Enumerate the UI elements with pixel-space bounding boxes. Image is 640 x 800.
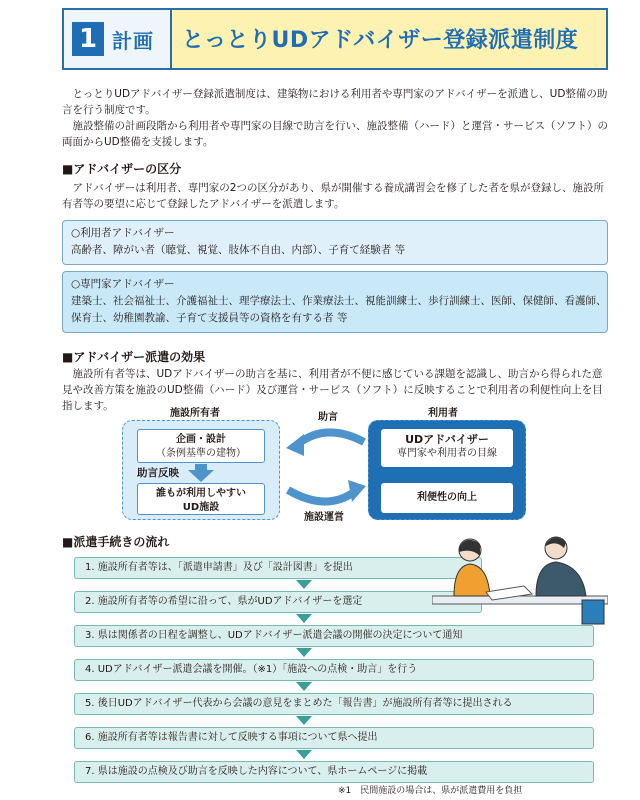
step-arrow-icon <box>296 580 312 589</box>
step-arrow-icon <box>296 648 312 657</box>
flow-heading: ■派遣手続きの流れ <box>62 535 170 549</box>
step-arrow-icon <box>296 614 312 623</box>
user-panel <box>368 420 526 520</box>
result-box-line2: UD施設 <box>182 502 220 513</box>
flow-step-5: 5. 後日UDアドバイザー代表から会議の意見をまとめた「報告書」が施設所有者等に提出される <box>74 693 594 715</box>
feedback-label: 助言反映 <box>137 467 179 479</box>
advice-label: 助言 <box>318 412 338 423</box>
advisor-box-line1: UDアドバイザー <box>405 433 489 446</box>
effect-heading: ■アドバイザー派遣の効果 <box>62 350 206 364</box>
page-title: とっとりUDアドバイザー登録派遣制度 <box>182 28 579 53</box>
section-number-badge: 1 <box>72 22 104 56</box>
user-advisor-title: ○利用者アドバイザー <box>71 227 175 239</box>
result-box <box>137 483 265 515</box>
effect-text: 施設所有者等は、UDアドバイザーの助言を基に、利用者が不便に感じている課題を認識し、助言から得られた意見や改善方策を施設のUD整備（ハード）及び運営・サービス（ソフト）に反映することで利用者の利便性向上を目指します。 <box>62 368 603 412</box>
convenience-box: 利便性の向上 <box>381 483 513 513</box>
step-arrow-icon <box>296 682 312 691</box>
step-arrow-icon <box>296 716 312 725</box>
section-label-block <box>64 10 172 68</box>
flow-step-7: 7. 県は施設の点検及び助言を反映した内容について、県ホームページに掲載 <box>74 761 594 783</box>
expert-advisor-desc-2: 保育士、幼稚園教諭、子育て支援員等の資格を有する者 等 <box>71 312 348 324</box>
flow-step-6: 6. 施設所有者等は報告書に対して反映する事項について県へ提出 <box>74 727 594 749</box>
flow-step-2: 2. 施設所有者等の希望に沿って、県がUDアドバイザーを選定 <box>74 591 482 613</box>
footnote: ※1 民間施設の場合は、県が派遣費用を負担 <box>338 786 523 796</box>
result-box-line1: 誰もが利用しやすい <box>156 488 246 499</box>
expert-advisor-desc-1: 建築士、社会福祉士、介護福祉士、理学療法士、作業療法士、視能訓練士、歩行訓練士、医師、保健師、看護師、 <box>71 295 607 307</box>
advisor-box-line2: 専門家や利用者の目線 <box>397 448 497 459</box>
effect-diagram <box>118 404 538 522</box>
expert-advisor-title: ○専門家アドバイザー <box>71 278 175 290</box>
operation-label: 施設運営 <box>304 512 344 523</box>
user-label: 利用者 <box>424 404 462 419</box>
step-arrow-icon <box>296 750 312 759</box>
flow-step-4: 4. UDアドバイザー派遣会議を開催。（※1）「施設への点検・助言」を行う <box>74 659 594 681</box>
meeting-illustration <box>432 530 608 626</box>
header-banner <box>62 8 608 70</box>
section-name: 計画 <box>112 29 154 53</box>
flow-step-1: 1. 施設所有者等は、「派遣申請書」及び「設計図書」を提出 <box>74 557 482 579</box>
categories-text: アドバイザーは利用者、専門家の2つの区分があり、県が開催する養成講習会を修了した者を県が登録し、施設所有者等の要望に応じて登録したアドバイザーを派遣します。 <box>62 182 604 210</box>
advisor-box <box>381 429 513 467</box>
plan-box-line2: （条例基準の建物） <box>156 448 246 459</box>
flow-step-3: 3. 県は関係者の日程を調整し、UDアドバイザー派遣会議の開催の決定について通知 <box>74 625 594 647</box>
owner-label: 施設所有者 <box>166 404 224 419</box>
feedback-arrow-icon <box>188 470 214 482</box>
plan-box-line1: 企画・設計 <box>176 434 226 445</box>
expert-advisor-box <box>62 271 608 333</box>
categories-heading: ■アドバイザーの区分 <box>62 162 182 176</box>
intro-paragraph-2: 施設整備の計画段階から利用者や専門家の目線で助言を行い、施設整備（ハード）と運営・サービス（ソフト）の両面からUD整備を支援します。 <box>62 120 608 148</box>
intro-paragraph-1: とっとりUDアドバイザー登録派遣制度は、建築物における利用者や専門家のアドバイザーを派遣し、UD整備の助言を行う制度です。 <box>62 88 608 116</box>
user-advisor-box <box>62 220 608 265</box>
plan-box <box>137 429 265 463</box>
owner-panel <box>122 420 280 520</box>
user-advisor-desc: 高齢者、障がい者（聴覚、視覚、肢体不自由、内部）、子育て経験者 等 <box>71 244 406 256</box>
